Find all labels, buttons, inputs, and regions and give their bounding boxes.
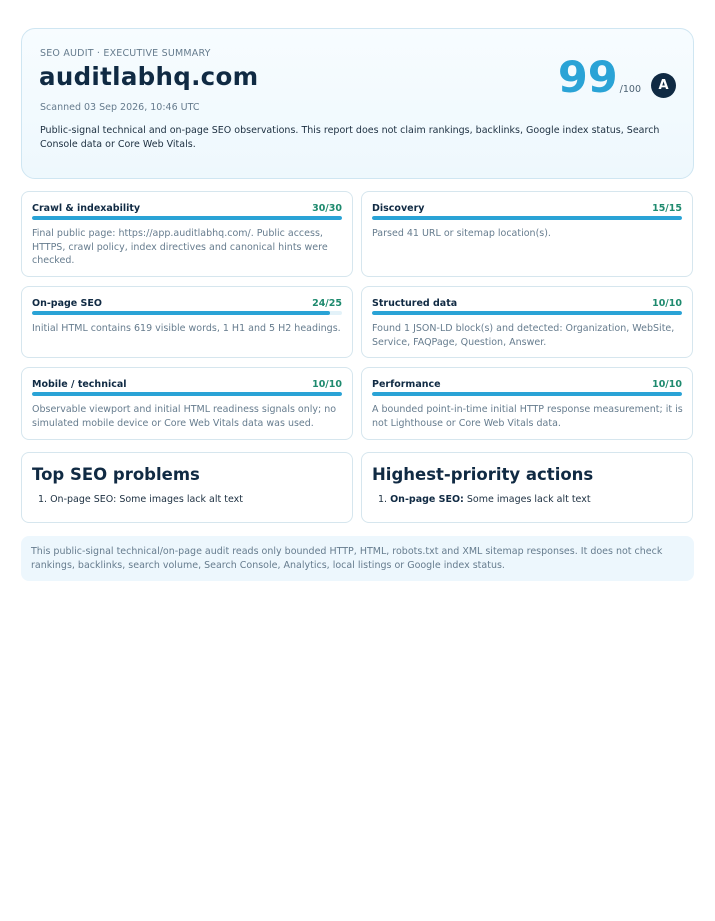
card-title: Mobile / technical xyxy=(32,379,127,390)
score-bar-fill xyxy=(372,311,682,315)
card-description: Found 1 JSON-LD block(s) and detected: Organization, WebSite, Service, FAQPage, Question, Answer. xyxy=(372,323,675,348)
actions-heading: Highest-priority actions xyxy=(372,465,594,484)
card-crawl-indexability xyxy=(21,191,353,277)
card-description: Parsed 41 URL or sitemap location(s). xyxy=(372,228,551,239)
card-title: On-page SEO xyxy=(32,298,102,309)
card-title: Crawl & indexability xyxy=(32,203,141,214)
action-text: Some images lack alt text xyxy=(463,494,591,505)
scan-timestamp: Scanned 03 Sep 2026, 10:46 UTC xyxy=(40,102,200,113)
card-mobile-technical xyxy=(21,367,353,440)
card-description: Observable viewport and initial HTML readiness signals only; no simulated mobile device or Core Web Vitals data was used. xyxy=(32,404,337,429)
card-score: 15/15 xyxy=(652,203,682,214)
report-eyebrow: SEO AUDIT · EXECUTIVE SUMMARY xyxy=(40,48,211,59)
grade-badge: A xyxy=(651,73,676,98)
score-bar-fill xyxy=(32,392,342,396)
score-bar xyxy=(32,311,342,315)
card-description: Initial HTML contains 619 visible words, 1 H1 and 5 H2 headings. xyxy=(32,323,341,334)
action-category: On-page SEO: xyxy=(390,494,464,505)
actions-list xyxy=(378,494,591,505)
executive-summary-header xyxy=(21,28,694,179)
action-number: 1. xyxy=(378,494,388,505)
card-performance xyxy=(361,367,693,440)
overall-score xyxy=(558,53,641,103)
list-item xyxy=(378,494,591,505)
list-item: 1. On-page SEO: Some images lack alt text xyxy=(38,494,244,505)
card-score: 10/10 xyxy=(652,298,682,309)
card-structured-data xyxy=(361,286,693,358)
report-description: Public-signal technical and on-page SEO observations. This report does not claim rankings, backlinks, Google index status, Search Console data or Core Web Vitals. xyxy=(40,125,660,150)
card-discovery xyxy=(361,191,693,277)
priority-actions-panel xyxy=(361,452,693,523)
score-value: 99 xyxy=(557,53,618,103)
audited-domain: auditlabhq.com xyxy=(39,62,259,91)
card-description: Final public page: https://app.auditlabhq.com/. Public access, HTTPS, crawl policy, index directives and canonical hints were checked. xyxy=(32,228,328,266)
scope-disclaimer: This public-signal technical/on-page audit reads only bounded HTTP, HTML, robots.txt and XML sitemap responses. It does not check rankings, backlinks, search volume, Search Console, Analytics, local listings or Google index status. xyxy=(21,536,694,581)
score-bar xyxy=(372,216,682,220)
score-bar-fill xyxy=(32,311,330,315)
card-score: 10/10 xyxy=(652,379,682,390)
card-title: Structured data xyxy=(372,298,458,309)
score-max: /100 xyxy=(619,84,641,95)
card-score: 24/25 xyxy=(312,298,342,309)
score-bar xyxy=(372,392,682,396)
score-bar-fill xyxy=(372,392,682,396)
score-bar xyxy=(32,216,342,220)
card-score: 30/30 xyxy=(312,203,342,214)
score-bar xyxy=(372,311,682,315)
score-bar-fill xyxy=(372,216,682,220)
problems-list xyxy=(38,494,243,505)
score-bar xyxy=(32,392,342,396)
card-score: 10/10 xyxy=(312,379,342,390)
card-description: A bounded point-in-time initial HTTP response measurement; it is not Lighthouse or Core Web Vitals data. xyxy=(372,404,683,429)
problems-heading: Top SEO problems xyxy=(32,465,200,484)
card-on-page-seo xyxy=(21,286,353,358)
top-problems-panel xyxy=(21,452,353,523)
score-bar-fill xyxy=(32,216,342,220)
card-title: Performance xyxy=(372,379,441,390)
card-title: Discovery xyxy=(372,203,425,214)
